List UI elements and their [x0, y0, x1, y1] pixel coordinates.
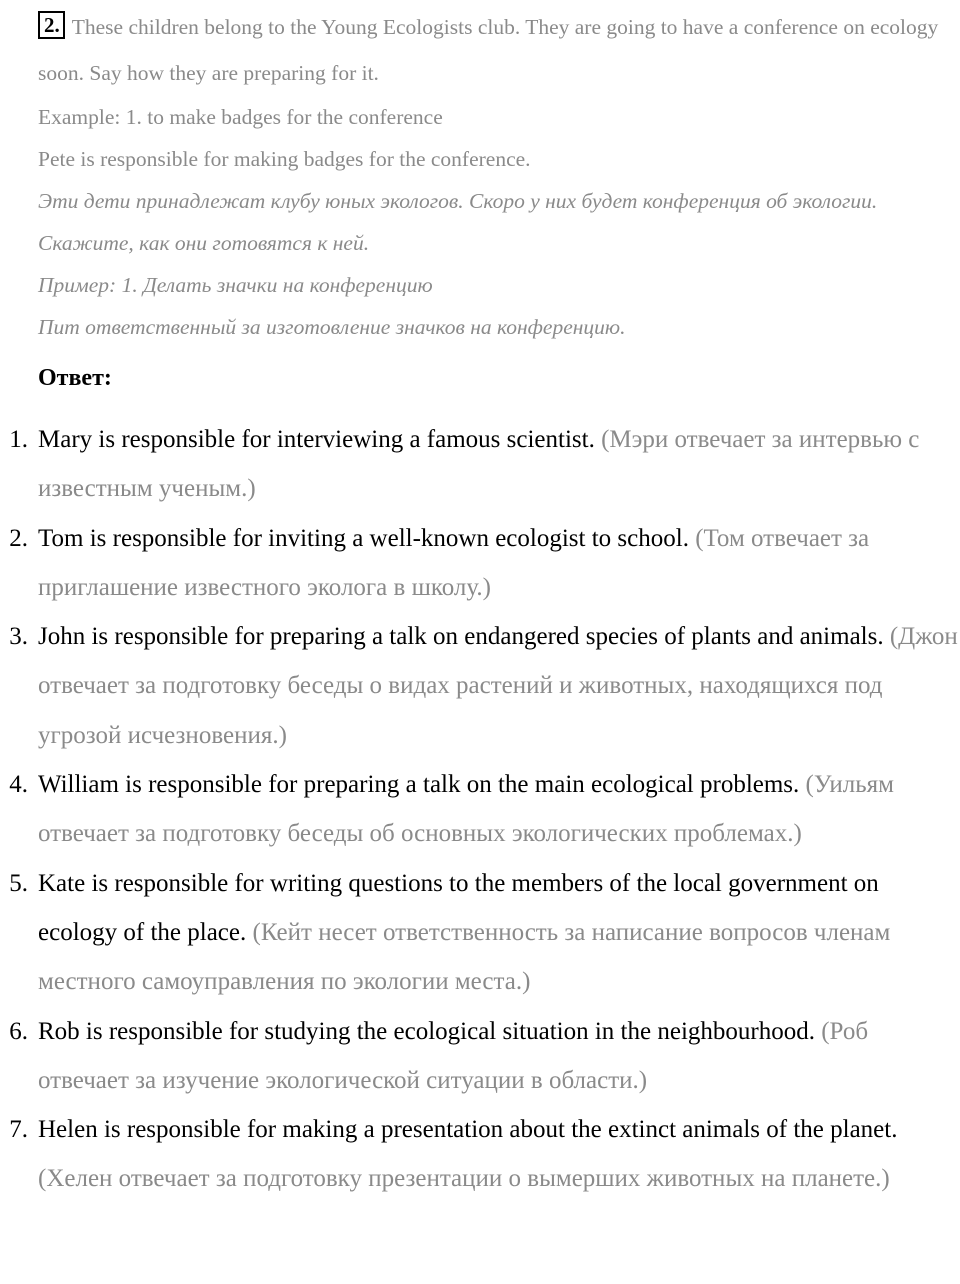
answer-item — [0, 514, 958, 613]
answer-translation: (Том отвечает за приглашение известного эколога в школу.) — [38, 524, 870, 601]
answer-item — [0, 1105, 958, 1204]
answer-translation: (Джон отвечает за подготовку беседы о видах растений и животных, находящихся под угрозой исчезновения.) — [38, 623, 958, 749]
answer-item — [0, 859, 958, 1007]
answer-translation: (Хелен отвечает за подготовку презентации о вымерших животных на планете.) — [38, 1165, 890, 1193]
answer-english: Tom is responsible for inviting a well-known ecologist to school. — [38, 524, 689, 552]
example-answer: Pete is responsible for making badges for the conference. — [38, 147, 531, 171]
example-answer-ru: Пит ответственный за изготовление значков на конференцию. — [38, 315, 626, 339]
answer-item — [0, 415, 958, 514]
answer-item — [0, 760, 958, 859]
answer-number: 4. — [9, 771, 28, 799]
answer-number: 2. — [9, 524, 28, 552]
example-line: Example: 1. to make badges for the conference — [38, 105, 443, 129]
answer-number: 1. — [9, 426, 28, 453]
example-line-ru: Пример: 1. Делать значки на конференцию — [38, 273, 433, 297]
task-number-badge: 2. — [38, 11, 65, 39]
answer-number: 6. — [9, 1017, 28, 1045]
answer-translation: (Кейт несет ответственность за написание вопросов членам местного самоуправления по экологии места.) — [38, 918, 891, 996]
answer-translation: (Уильям отвечает за подготовку беседы об основных экологических проблемах.) — [38, 771, 894, 848]
answer-number: 7. — [9, 1116, 28, 1144]
answer-item — [0, 1007, 958, 1106]
answer-english: William is responsible for preparing a talk on the main ecological problems. — [38, 771, 800, 799]
answer-translation: (Роб отвечает за изучение экологической ситуации в области.) — [38, 1017, 869, 1094]
task-intro-ru: Эти дети принадлежат клубу юных экологов. Скоро у них будет конференция об экологии. Скажите, как они готовятся к ней. — [38, 189, 878, 255]
answer-number: 5. — [9, 869, 28, 897]
answer-english: John is responsible for preparing a talk on endangered species of plants and animals. — [38, 623, 884, 651]
answer-english: Helen is responsible for making a presentation about the extinct animals of the planet. — [38, 1116, 898, 1144]
task-block — [38, 4, 956, 348]
task-intro-en: These children belong to the Young Ecologists club. They are going to have a conference on ecology soon. Say how they are preparing for it. — [38, 15, 939, 85]
answer-english: Mary is responsible for interviewing a famous scientist. — [38, 426, 595, 453]
answer-item — [0, 612, 958, 760]
task-intro — [38, 4, 956, 96]
answer-heading: Ответ: — [38, 365, 112, 391]
answer-english: Rob is responsible for studying the ecological situation in the neighbourhood. — [38, 1017, 815, 1045]
answer-list — [0, 415, 958, 1204]
answer-number: 3. — [9, 623, 28, 651]
answer-english: Kate is responsible for writing questions to the members of the local government on ecology of the place. — [38, 869, 879, 946]
answer-translation: (Мэри отвечает за интервью с известным ученым.) — [38, 426, 920, 503]
